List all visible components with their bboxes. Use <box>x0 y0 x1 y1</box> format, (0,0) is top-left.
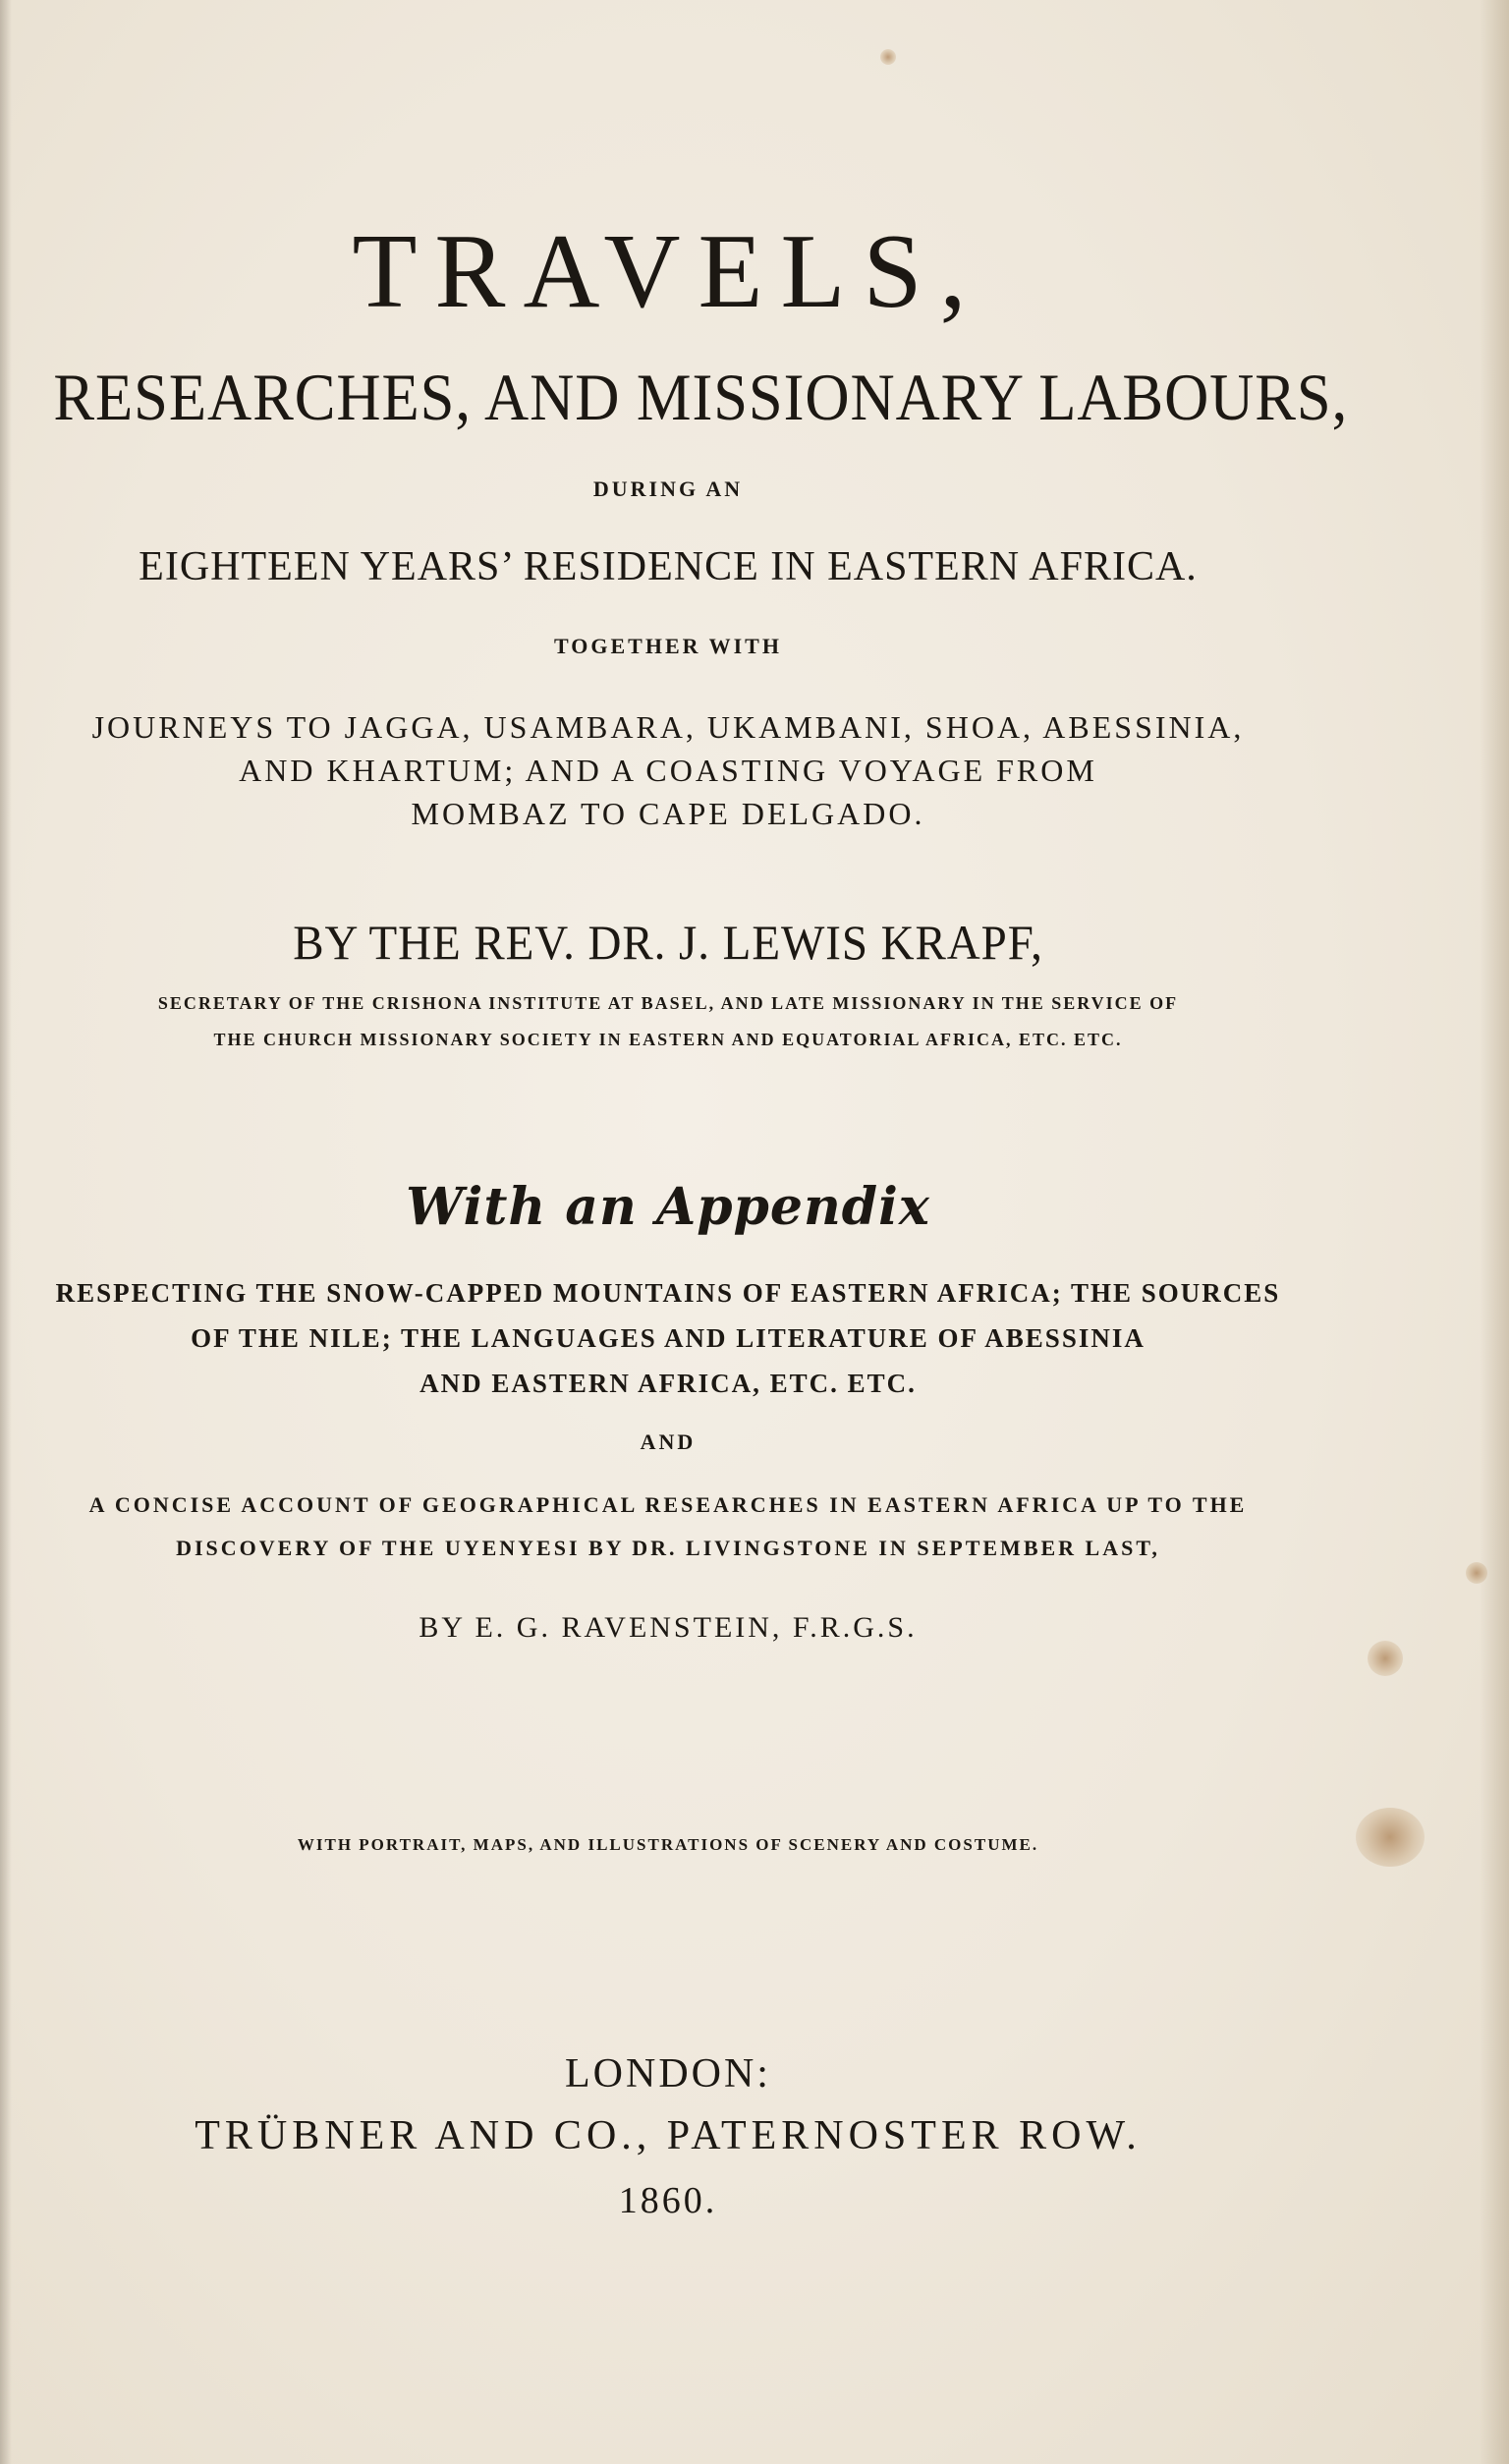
imprint-year: 1860. <box>618 2180 718 2221</box>
concise-block <box>0 1484 1336 1570</box>
concise-line: A CONCISE ACCOUNT OF GEOGRAPHICAL RESEARCHES IN EASTERN AFRICA UP TO THE <box>88 1492 1248 1517</box>
appendix-block <box>0 1270 1336 1406</box>
illustrations-note: WITH PORTRAIT, MAPS, AND ILLUSTRATIONS OF SCENERY AND COSTUME. <box>297 1835 1039 1854</box>
appendix-line: OF THE NILE; THE LANGUAGES AND LITERATURE OF ABESSINIA <box>191 1323 1146 1353</box>
author-titles-block <box>0 985 1336 1058</box>
foxing-stain <box>1356 1808 1425 1867</box>
author-title-line: SECRETARY OF THE CRISHONA INSTITUTE AT BASEL, AND LATE MISSIONARY IN THE SERVICE OF <box>157 993 1179 1013</box>
page-right-edge-shadow <box>1480 0 1509 2464</box>
appendix-heading: With an Appendix <box>406 1177 930 1237</box>
foxing-stain <box>880 49 896 65</box>
author-title-line: THE CHURCH MISSIONARY SOCIETY IN EASTERN AND EQUATORIAL AFRICA, ETC. ETC. <box>213 1030 1123 1049</box>
foxing-stain <box>1368 1641 1403 1676</box>
appendix-line: AND EASTERN AFRICA, ETC. ETC. <box>419 1369 917 1398</box>
book-subtitle: RESEARCHES, AND MISSIONARY LABOURS, <box>53 360 1349 434</box>
concise-line: DISCOVERY OF THE UYENYESI BY DR. LIVINGSTONE IN SEPTEMBER LAST, <box>176 1536 1160 1560</box>
together-text: TOGETHER WITH <box>554 634 782 658</box>
book-title: TRAVELS, <box>352 213 984 330</box>
imprint-publisher: TRÜBNER AND CO., PATERNOSTER ROW. <box>195 2113 1142 2158</box>
appendix-line: RESPECTING THE SNOW-CAPPED MOUNTAINS OF EASTERN AFRICA; THE SOURCES <box>55 1278 1281 1308</box>
during-text: DURING AN <box>592 476 744 501</box>
imprint-place: LONDON: <box>565 2051 771 2097</box>
author-line: BY THE REV. DR. J. LEWIS KRAPF, <box>293 915 1043 970</box>
journeys-line: JOURNEYS TO JAGGA, USAMBARA, UKAMBANI, SHOA, ABESSINIA, <box>91 709 1245 745</box>
and-text: AND <box>640 1429 697 1454</box>
journeys-line: AND KHARTUM; AND A COASTING VOYAGE FROM <box>239 753 1097 788</box>
journeys-block <box>0 705 1336 835</box>
residence-text: EIGHTEEN YEARS’ RESIDENCE IN EASTERN AFRICA. <box>139 544 1198 589</box>
journeys-line: MOMBAZ TO CAPE DELGADO. <box>411 796 925 831</box>
second-author-line: BY E. G. RAVENSTEIN, F.R.G.S. <box>419 1611 918 1644</box>
foxing-stain <box>1466 1562 1487 1584</box>
